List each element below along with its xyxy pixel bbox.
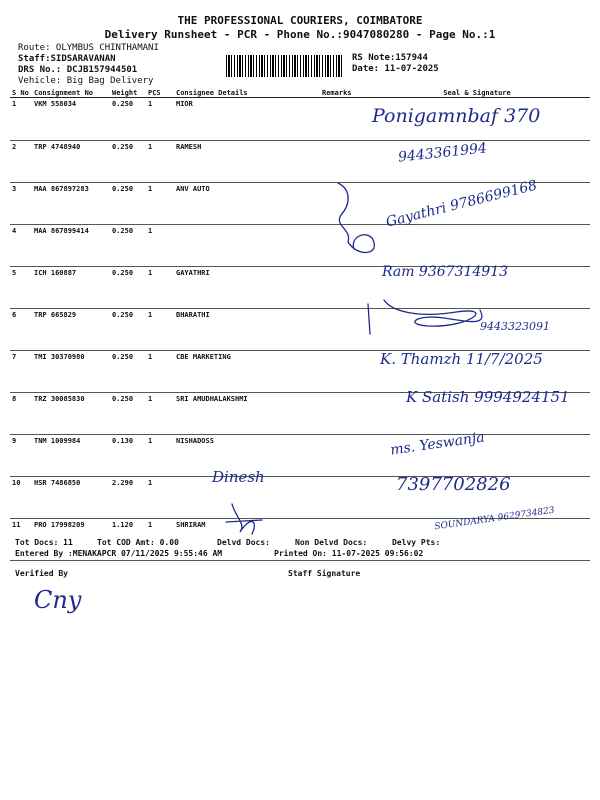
row6-signature-swirl: [368, 300, 482, 334]
row-weight: 0.250: [110, 141, 146, 183]
row-consignment: TRZ 30085830: [32, 393, 110, 435]
printed-on: Printed On: 11-07-2025 09:56:02: [274, 549, 424, 558]
staff-label: Staff:SIDSARAVANAN: [18, 54, 116, 64]
row9-signature: ms. Yeswanja: [389, 429, 486, 459]
row-consignment: TMI 30370980: [32, 351, 110, 393]
row-consignee: ANV AUTO: [174, 183, 320, 225]
row-consignee: RAMESH: [174, 141, 320, 183]
row-consignment: TRP 4748940: [32, 141, 110, 183]
row-sno: 7: [10, 351, 32, 393]
row-pcs: 1: [146, 141, 174, 183]
row-consignment: TRP 665829: [32, 309, 110, 351]
row-sno: 3: [10, 183, 32, 225]
row-consignee: MIOR: [174, 98, 320, 141]
row-weight: 0.250: [110, 183, 146, 225]
row2-signature: 9443361994: [397, 140, 488, 166]
row10-signature-phone: 7397702826: [396, 474, 511, 495]
row-sno: 11: [10, 519, 32, 561]
row-weight: 0.250: [110, 267, 146, 309]
row-consignment: MAA 867897283: [32, 183, 110, 225]
route-label: Route: OLYMBUS CHINTHAMANI: [18, 43, 159, 53]
row-weight: 1.120: [110, 519, 146, 561]
row-consignee: SRI AMUDHALAKSHMI: [174, 393, 320, 435]
row-consignee: NISHADOSS: [174, 435, 320, 477]
row6-signature: 9443323091: [480, 320, 550, 333]
row-consignment: ICH 160887: [32, 267, 110, 309]
row4-remark-scribble: [338, 183, 374, 253]
col-consignee: Consignee Details: [174, 88, 320, 98]
row-weight: 0.250: [110, 351, 146, 393]
row-pcs: 1: [146, 98, 174, 141]
vehicle-label: Vehicle: Big Bag Delivery: [18, 76, 154, 86]
row-weight: 0.250: [110, 225, 146, 267]
row-sno: 4: [10, 225, 32, 267]
row-weight: 2.290: [110, 477, 146, 519]
delivery-points: Delvy Pts:: [392, 538, 441, 547]
row5-signature: Ram 9367314913: [382, 264, 509, 280]
row-pcs: 1: [146, 435, 174, 477]
row-weight: 0.130: [110, 435, 146, 477]
row10-signature-dinesh: Dinesh: [212, 468, 265, 486]
row3-signature: Gayathri 9786699168: [384, 177, 539, 231]
row-pcs: 1: [146, 309, 174, 351]
row7-signature: K. Thamzh 11/7/2025: [380, 350, 543, 368]
row-sno: 1: [10, 98, 32, 141]
row11-signature: SOUNDARYA 9629734823: [433, 505, 556, 533]
row-pcs: 1: [146, 267, 174, 309]
drs-number: DRS No.: DCJB157944501: [18, 65, 138, 75]
total-docs: Tot Docs: 11: [15, 538, 73, 547]
verified-by-signature: Cny: [34, 586, 82, 614]
row-consignment: TNM 1009984: [32, 435, 110, 477]
col-pcs: PCS: [146, 88, 174, 98]
row-consignment: VKM 558034: [32, 98, 110, 141]
row-sno: 8: [10, 393, 32, 435]
row8-signature: K Satish 9994924151: [406, 388, 570, 406]
company-title: THE PROFESSIONAL COURIERS, COIMBATORE: [177, 14, 423, 27]
row-sno: 5: [10, 267, 32, 309]
row-consignment: MAA 867899414: [32, 225, 110, 267]
staff-signature-label: Staff Signature: [288, 569, 361, 578]
row-pcs: 1: [146, 477, 174, 519]
row-weight: 0.250: [110, 393, 146, 435]
row-pcs: 1: [146, 393, 174, 435]
row-consignee: GAYATHRI: [174, 267, 320, 309]
row-consignee: BHARATHI: [174, 309, 320, 351]
row-consignee: SHRIRAM: [174, 519, 320, 561]
row-consignment: HSR 7486850: [32, 477, 110, 519]
row-consignment: PRO 17998209: [32, 519, 110, 561]
row-pcs: 1: [146, 225, 174, 267]
rs-note: RS Note:157944: [352, 53, 428, 63]
row-weight: 0.250: [110, 309, 146, 351]
entered-by: Entered By :MENAKAPCR 07/11/2025 9:55:46 AM: [15, 549, 223, 558]
row11-stamp-scribble: [226, 504, 262, 534]
row-pcs: 1: [146, 351, 174, 393]
row-consignee: CBE MARKETING: [174, 351, 320, 393]
runsheet-date: Date: 11-07-2025: [352, 64, 439, 74]
verified-by-label: Verified By: [15, 569, 68, 578]
col-consignment: Consignment No: [32, 88, 110, 98]
row-pcs: 1: [146, 519, 174, 561]
runsheet-subtitle: Delivery Runsheet - PCR - Phone No.:9047080280 - Page No.:1: [104, 28, 496, 41]
row-pcs: 1: [146, 183, 174, 225]
non-delivered-docs: Non Delvd Docs:: [295, 538, 368, 547]
row-sno: 10: [10, 477, 32, 519]
row-sno: 9: [10, 435, 32, 477]
total-cod: Tot COD Amt: 0.00: [97, 538, 179, 547]
col-signature: Seal & Signature: [364, 88, 590, 98]
row-sno: 6: [10, 309, 32, 351]
col-weight: Weight: [110, 88, 146, 98]
row-weight: 0.250: [110, 98, 146, 141]
row1-signature: Ponigamnbaf 370: [372, 105, 541, 127]
delivered-docs: Delvd Docs:: [217, 538, 270, 547]
row-sno: 2: [10, 141, 32, 183]
col-sno: S No: [10, 88, 32, 98]
col-remarks: Remarks: [320, 88, 364, 98]
